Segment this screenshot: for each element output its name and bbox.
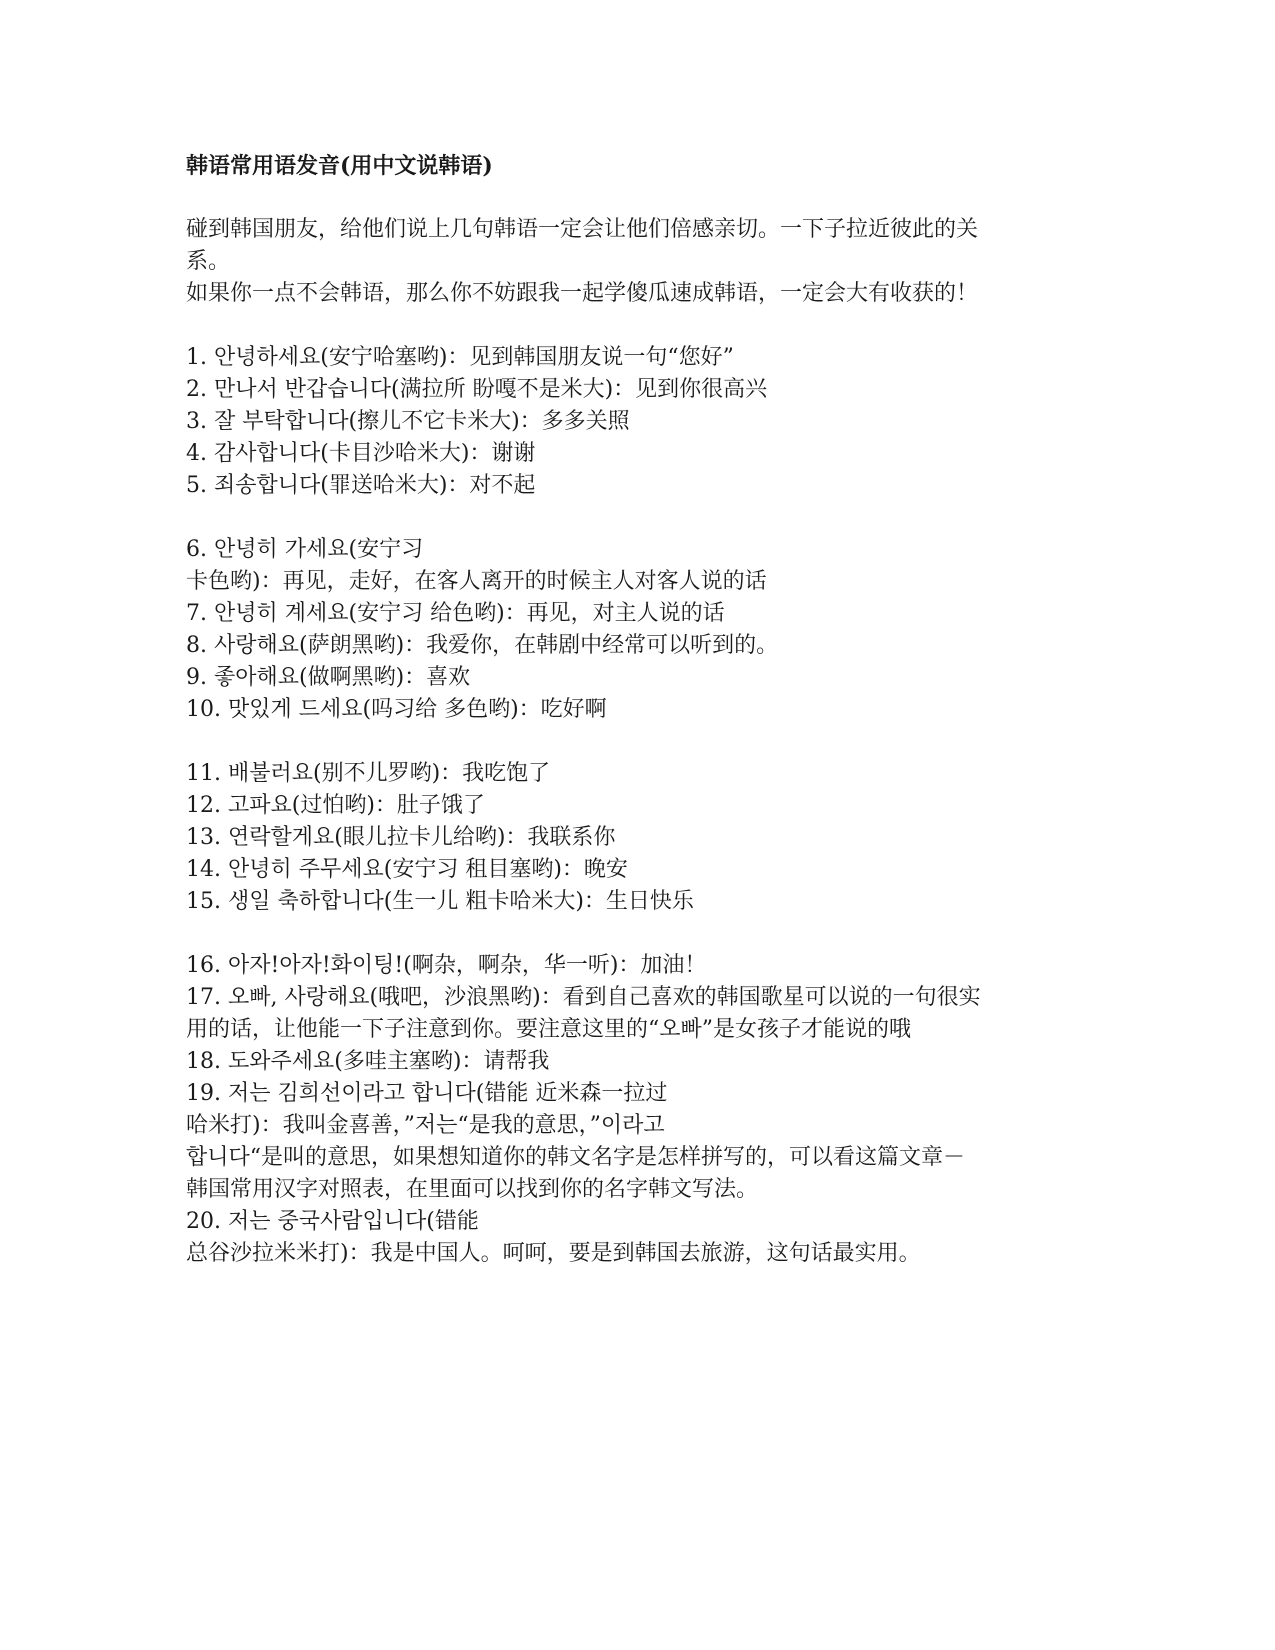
document-body	[186, 150, 1086, 1270]
document-title: 韩语常用语发音(用中文说韩语)	[186, 153, 493, 179]
phrase-line: 18. 도와주세요(多哇主塞哟)：请帮我	[186, 1049, 550, 1074]
phrase-line: 13. 연락할게요(眼儿拉卡儿给哟)：我联系你	[186, 825, 616, 850]
phrase-line: 11. 배불러요(别不儿罗哟)：我吃饱了	[186, 761, 551, 786]
blank-line	[186, 502, 1086, 534]
phrase-group-1	[186, 342, 1086, 502]
phrase-line: 4. 감사합니다(卡目沙哈米大)：谢谢	[186, 441, 536, 466]
phrase-line: 6. 안녕히 가세요(安宁习	[186, 537, 424, 562]
phrase-line: 9. 좋아해요(做啊黑哟)：喜欢	[186, 665, 471, 690]
phrase-line: 哈米打)：我叫金喜善，”저는“是我的意思，”이라고	[186, 1113, 665, 1138]
phrase-line: 韩国常用汉字对照表，在里面可以找到你的名字韩文写法。	[186, 1177, 759, 1202]
phrase-line: 3. 잘 부탁합니다(擦儿不它卡米大)：多多关照	[186, 409, 630, 434]
phrase-line: 1. 안녕하세요(安宁哈塞哟)：见到韩国朋友说一句“您好”	[186, 345, 734, 370]
phrase-line: 20. 저는 중국사람입니다(错能	[186, 1209, 479, 1234]
phrase-line: 17. 오빠, 사랑해요(哦吧，沙浪黑哟)：看到自己喜欢的韩国歌星可以说的一句很实	[186, 985, 981, 1010]
phrase-line: 19. 저는 김희선이라고 합니다(错能 近米森一拉过	[186, 1081, 668, 1106]
blank-line	[186, 918, 1086, 950]
phrase-line: 5. 죄송합니다(罪送哈米大)：对不起	[186, 473, 536, 498]
phrase-line: 14. 안녕히 주무세요(安宁习 租目塞哟)：晚安	[186, 857, 628, 882]
phrase-line: 12. 고파요(过怕哟)：肚子饿了	[186, 793, 485, 818]
phrase-line: 总谷沙拉米米打)：我是中国人。呵呵，要是到韩国去旅游，这句话最实用。	[186, 1241, 921, 1266]
blank-line	[186, 726, 1086, 758]
phrase-line: 2. 만나서 반갑습니다(满拉所 盼嘎不是米大)：见到你很高兴	[186, 377, 768, 402]
phrase-line: 10. 맛있게 드세요(吗习给 多色哟)：吃好啊	[186, 697, 607, 722]
phrase-line: 卡色哟)：再见，走好，在客人离开的时候主人对客人说的话	[186, 569, 767, 594]
phrase-line: 7. 안녕히 계세요(安宁习 给色哟)：再见，对主人说的话	[186, 601, 725, 626]
phrase-group-3	[186, 758, 1086, 918]
intro-paragraph	[186, 214, 1086, 310]
blank-line	[186, 310, 1086, 342]
intro-line: 系。	[186, 249, 231, 274]
phrase-group-4	[186, 950, 1086, 1270]
phrase-line: 15. 생일 축하합니다(生一儿 粗卡哈米大)：生日快乐	[186, 889, 694, 914]
phrase-line: 16. 아자!아자!화이팅!(啊杂，啊杂，华一听)：加油！	[186, 953, 707, 978]
intro-line: 碰到韩国朋友，给他们说上几句韩语一定会让他们倍感亲切。一下子拉近彼此的关	[186, 217, 979, 242]
phrase-line: 用的话，让他能一下子注意到你。要注意这里的“오빠”是女孩子才能说的哦	[186, 1017, 912, 1042]
phrase-line: 8. 사랑해요(萨朗黑哟)：我爱你，在韩剧中经常可以听到的。	[186, 633, 779, 658]
intro-line: 如果你一点不会韩语，那么你不妨跟我一起学傻瓜速成韩语，一定会大有收获的！	[186, 281, 979, 306]
phrase-line: 합니다“是叫的意思，如果想知道你的韩文名字是怎样拼写的，可以看这篇文章－	[186, 1145, 966, 1170]
phrase-group-2	[186, 534, 1086, 726]
